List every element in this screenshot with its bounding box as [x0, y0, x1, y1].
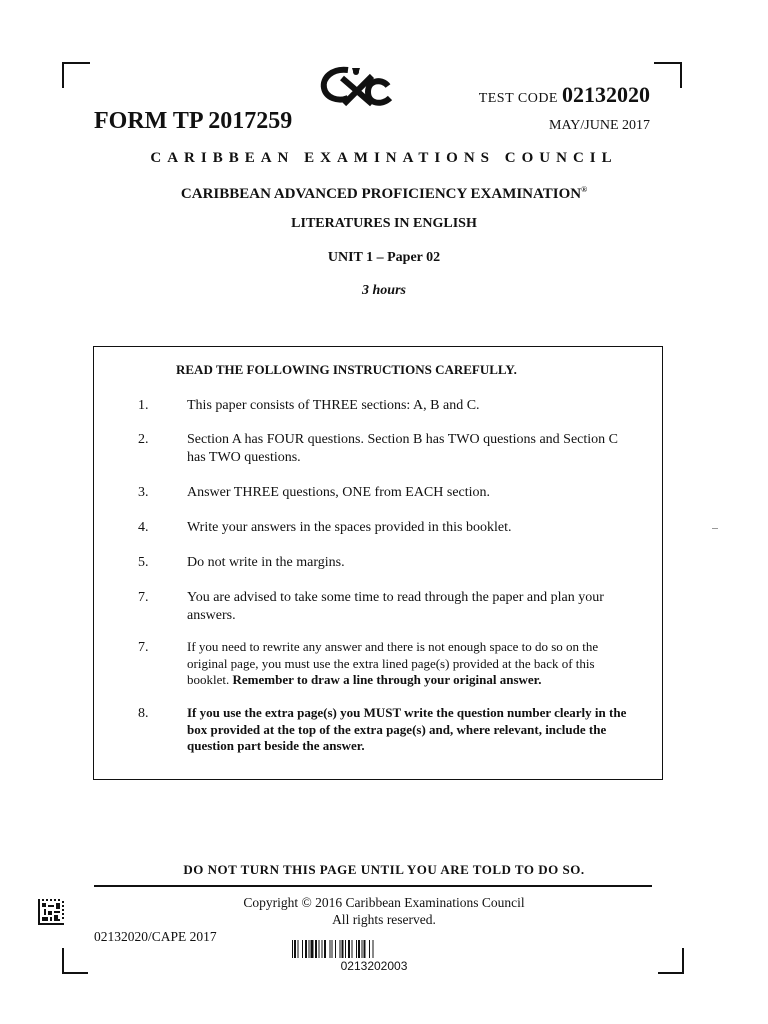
instruction-text-emphasis: Remember to draw a line through your original answer.: [232, 672, 542, 687]
copyright-line: Copyright © 2016 Caribbean Examinations Council: [243, 895, 525, 910]
barcode-bar: [318, 940, 319, 958]
council-name: CARIBBEAN EXAMINATIONS COUNCIL: [150, 150, 618, 166]
instruction-number: 5.: [138, 555, 149, 570]
test-code-label: TEST CODE: [478, 91, 558, 106]
instruction-text-main: If you need to rewrite any answer and there is not enough space to do so on the original page, you must use the extra lined page(s) provided at the back of this booklet.: [187, 639, 599, 687]
barcode-bar: [311, 940, 314, 958]
barcode-bar: [329, 940, 330, 958]
barcode-bar: [292, 940, 293, 958]
instruction-number: 2.: [138, 432, 149, 447]
barcode-bar: [361, 940, 362, 958]
do-not-turn-warning: DO NOT TURN THIS PAGE UNTIL YOU ARE TOLD TO DO SO.: [183, 862, 585, 877]
instruction-text: [187, 639, 635, 689]
barcode-bar: [335, 940, 336, 958]
barcode-bar: [322, 940, 323, 958]
instruction-text: Answer THREE questions, ONE from EACH section.: [187, 485, 491, 500]
barcode-bar: [364, 940, 366, 958]
instruction-text: If you use the extra page(s) you MUST write the question number clearly in the box provided at the top of the extra page(s) and, where relevant, include the question part beside the answer.: [187, 705, 627, 753]
instruction-text: Do not write in the margins.: [187, 555, 345, 570]
barcode-bar: [294, 940, 296, 958]
instructions-heading: READ THE FOLLOWING INSTRUCTIONS CAREFULLY.: [176, 362, 517, 377]
divider: [94, 885, 652, 887]
unit-paper: UNIT 1 – Paper 02: [327, 250, 441, 265]
barcode-bar: [351, 940, 352, 958]
subject-title: LITERATURES IN ENGLISH: [291, 216, 477, 231]
barcode-bar: [339, 940, 340, 958]
instruction-number: 3.: [138, 485, 149, 500]
barcode-bar: [369, 940, 370, 958]
exam-duration: 3 hours: [362, 283, 406, 298]
datamatrix-icon: [38, 899, 64, 925]
instruction-text: Section A has FOUR questions. Section B has TWO questions and Section C has TWO questions.: [187, 432, 619, 465]
barcode-bar: [342, 940, 344, 958]
instruction-number: 7.: [138, 640, 149, 655]
registered-mark: ®: [581, 185, 588, 194]
barcode-bar: [332, 940, 333, 958]
paper-code: 02132020/CAPE 2017: [94, 929, 217, 944]
rights-line: All rights reserved.: [332, 912, 436, 927]
exam-session: MAY/JUNE 2017: [549, 118, 650, 133]
barcode-bar: [309, 940, 310, 958]
barcode-bar: [302, 940, 303, 958]
corner-mark-top-left: [62, 62, 90, 88]
scan-mark: [712, 528, 718, 529]
barcode-bar: [305, 940, 307, 958]
form-number: FORM TP 2017259: [94, 108, 293, 134]
barcode-bar: [356, 940, 357, 958]
barcode-bar: [324, 940, 326, 958]
instruction-text: You are advised to take some time to read through the paper and plan your answers.: [187, 590, 604, 623]
instruction-number: 4.: [138, 520, 149, 535]
barcode-bar: [298, 940, 299, 958]
test-code: [479, 82, 650, 108]
barcode-bar: [345, 940, 346, 958]
barcode-bar: [315, 940, 317, 958]
instruction-number: 8.: [138, 706, 149, 721]
instruction-number: 7.: [138, 590, 149, 605]
test-code-value: 02132020: [562, 82, 650, 107]
barcode-bar: [358, 940, 360, 958]
copyright: [0, 894, 768, 928]
exam-name: [0, 185, 768, 203]
cxc-logo-icon: [318, 64, 394, 110]
barcode-icon: [292, 940, 456, 958]
exam-name-text: CARIBBEAN ADVANCED PROFICIENCY EXAMINATION: [180, 186, 582, 202]
instruction-number: 1.: [138, 398, 149, 413]
barcode-bar: [348, 940, 350, 958]
barcode-number: 0213202003: [340, 959, 408, 973]
corner-mark-top-right: [654, 62, 682, 88]
barcode-bar: [372, 940, 373, 958]
instruction-text: Write your answers in the spaces provided in this booklet.: [187, 520, 512, 535]
instruction-text: This paper consists of THREE sections: A, B and C.: [187, 398, 480, 413]
